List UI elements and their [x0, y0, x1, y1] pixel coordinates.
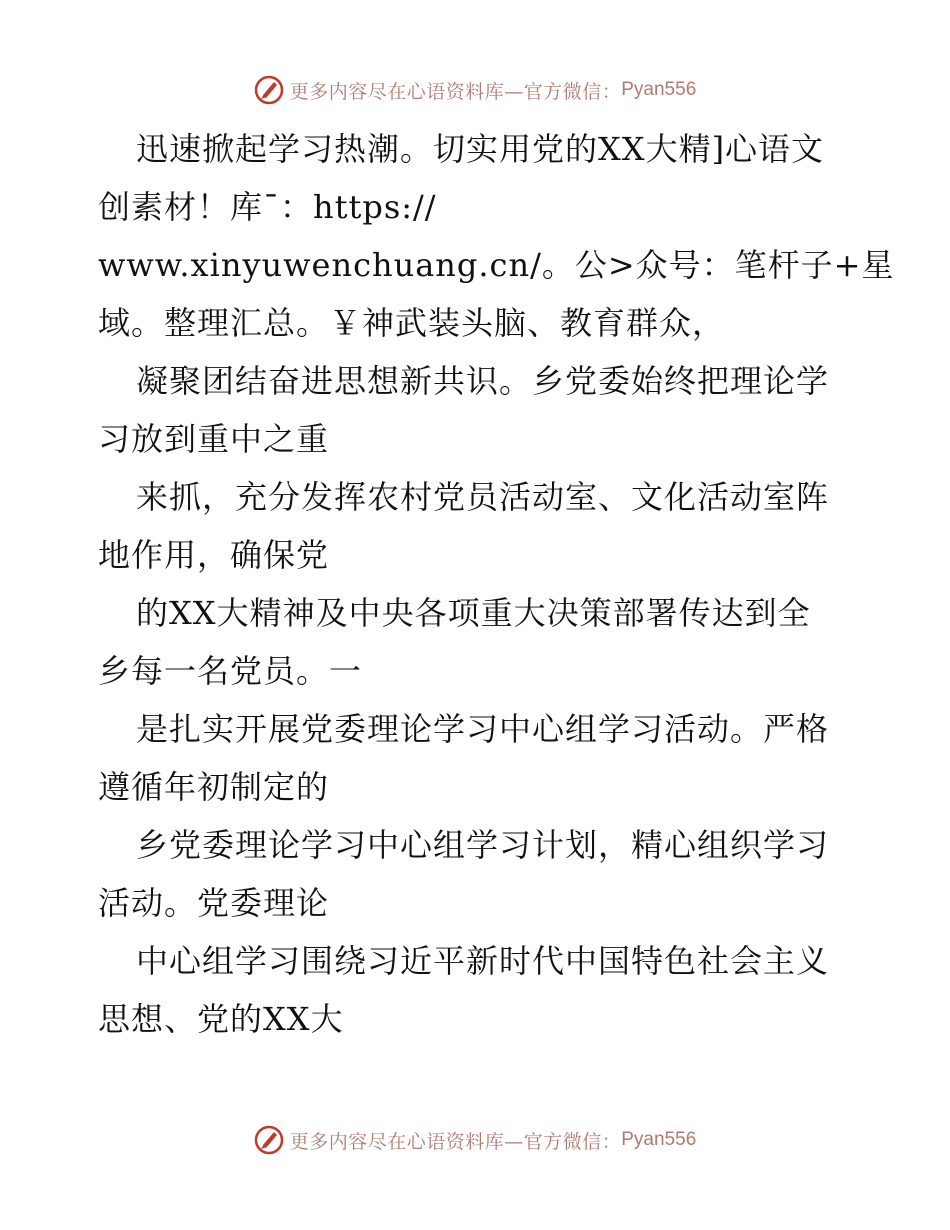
body-line: 习放到重中之重 [98, 420, 330, 458]
body-line: 乡每一名党员。一 [98, 652, 363, 690]
body-line: 的XX大精神及中央各项重大决策部署传达到全 [136, 594, 811, 632]
body-line: 活动。党委理论 [98, 884, 330, 922]
body-line: 中心组学习围绕习近平新时代中国特色社会主义 [136, 942, 830, 980]
body-line: 遵循年初制定的 [98, 768, 330, 806]
document-body [98, 120, 895, 1048]
footer-banner [0, 1120, 950, 1160]
footer-banner-text: 更多内容尽在心语资料库—官方微信： [289, 1130, 622, 1153]
body-line: 思想、党的XX大 [98, 1000, 344, 1038]
body-line: 来抓，充分发挥农村党员活动室、文化活动室阵 [136, 478, 830, 516]
body-line: 迅速掀起学习热潮。切实用党的XX大精]心语文 [136, 130, 825, 168]
body-line: 地作用，确保党 [98, 536, 330, 574]
brand-logo-icon [254, 1125, 284, 1155]
body-line: 创素材！库¯：https:// [98, 188, 437, 226]
header-banner-wechat-id: Pyan556 [621, 79, 697, 100]
body-line: 乡党委理论学习中心组学习计划，精心组织学习 [136, 826, 830, 864]
header-banner-text: 更多内容尽在心语资料库—官方微信： [289, 80, 622, 103]
brand-logo-icon [254, 75, 284, 105]
body-line: 凝聚团结奋进思想新共识。乡党委始终把理论学 [136, 362, 830, 400]
body-line: www.xinyuwenchuang.cn/。公>众号：笔杆子+星 [98, 246, 895, 284]
body-line: 域。整理汇总。￥神武装头脑、教育群众， [98, 304, 726, 342]
body-line: 是扎实开展党委理论学习中心组学习活动。严格 [136, 710, 830, 748]
footer-banner-wechat-id: Pyan556 [621, 1129, 697, 1150]
header-banner [0, 70, 950, 110]
